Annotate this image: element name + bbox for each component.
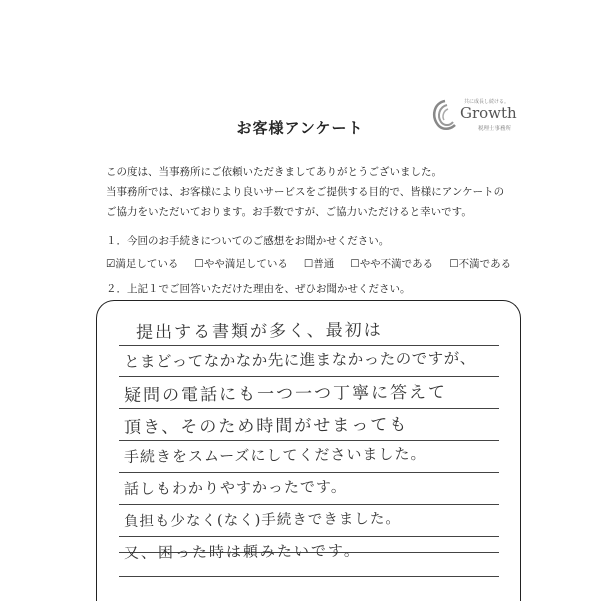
option-label: やや不満である — [359, 258, 434, 270]
option-label: 不満である — [458, 258, 512, 270]
survey-title: お客様アンケート — [236, 119, 364, 137]
question-2: ２．上記１でご回答いただけた理由を、ぜひお聞かせください。 — [106, 283, 411, 295]
option-label: やや満足している — [203, 258, 288, 270]
checkbox-icon[interactable]: ☐ — [350, 258, 360, 270]
intro-line: ご協力をいただいております。お手数ですが、ご協力いただけると幸いです。 — [106, 206, 472, 218]
option-somewhat-dissatisfied[interactable] — [350, 256, 433, 271]
option-satisfied[interactable] — [106, 256, 178, 271]
handwritten-answer-line: 負担も少なく(なく)手続きできました。 — [123, 511, 401, 530]
checkbox-icon[interactable]: ☐ — [303, 258, 314, 270]
option-somewhat-satisfied[interactable] — [194, 256, 287, 271]
satisfaction-options — [106, 256, 511, 271]
logo-tagline: 共に成長し続ける。 — [464, 99, 510, 105]
ruled-line — [119, 536, 499, 537]
handwritten-answer-line: 又、困った時は頼みたいです。 — [123, 541, 361, 562]
checked-checkbox-icon[interactable]: ☑ — [106, 258, 116, 270]
option-label: 満足している — [115, 258, 179, 270]
intro-line: この度は、当事務所にご依頼いただきましてありがとうございました。 — [106, 166, 442, 178]
handwritten-answer-line: 頂き、そのため時間がせまっても — [123, 415, 409, 438]
option-label: 普通 — [313, 258, 335, 270]
option-dissatisfied[interactable] — [449, 256, 511, 271]
checkbox-icon[interactable]: ☐ — [194, 258, 204, 270]
ruled-line — [119, 504, 499, 505]
ruled-line — [119, 440, 499, 441]
handwritten-answer-line: 手続きをスムーズにしてくださいました。 — [123, 444, 427, 466]
handwritten-answer-line: 疑問の電話にも一つ一つ丁寧に答えて — [123, 382, 448, 406]
logo-name: Growth — [460, 104, 517, 122]
checkbox-icon[interactable]: ☐ — [449, 258, 459, 270]
question-1: １．今回のお手続きについてのご感想をお聞かせください。 — [106, 235, 390, 247]
ruled-line — [119, 472, 499, 473]
handwritten-answer-line: 提出する書類が多く、最初は — [135, 320, 383, 343]
option-neutral[interactable] — [304, 256, 334, 271]
growth-swirl-icon — [428, 98, 462, 132]
intro-line: 当事務所では、お客様により良いサービスをご提供する目的で、皆様にアンケートの — [106, 186, 505, 198]
ruled-line — [119, 576, 499, 577]
ruled-line — [119, 408, 499, 409]
intro-text — [106, 162, 504, 222]
handwritten-answer-line: とまどってなかなか先に進まなかったのですが、 — [123, 349, 476, 371]
handwritten-answer-line: 話しもわかりやすかったです。 — [123, 477, 347, 498]
company-logo — [428, 96, 538, 136]
logo-subtitle: 税理士事務所 — [478, 126, 512, 132]
